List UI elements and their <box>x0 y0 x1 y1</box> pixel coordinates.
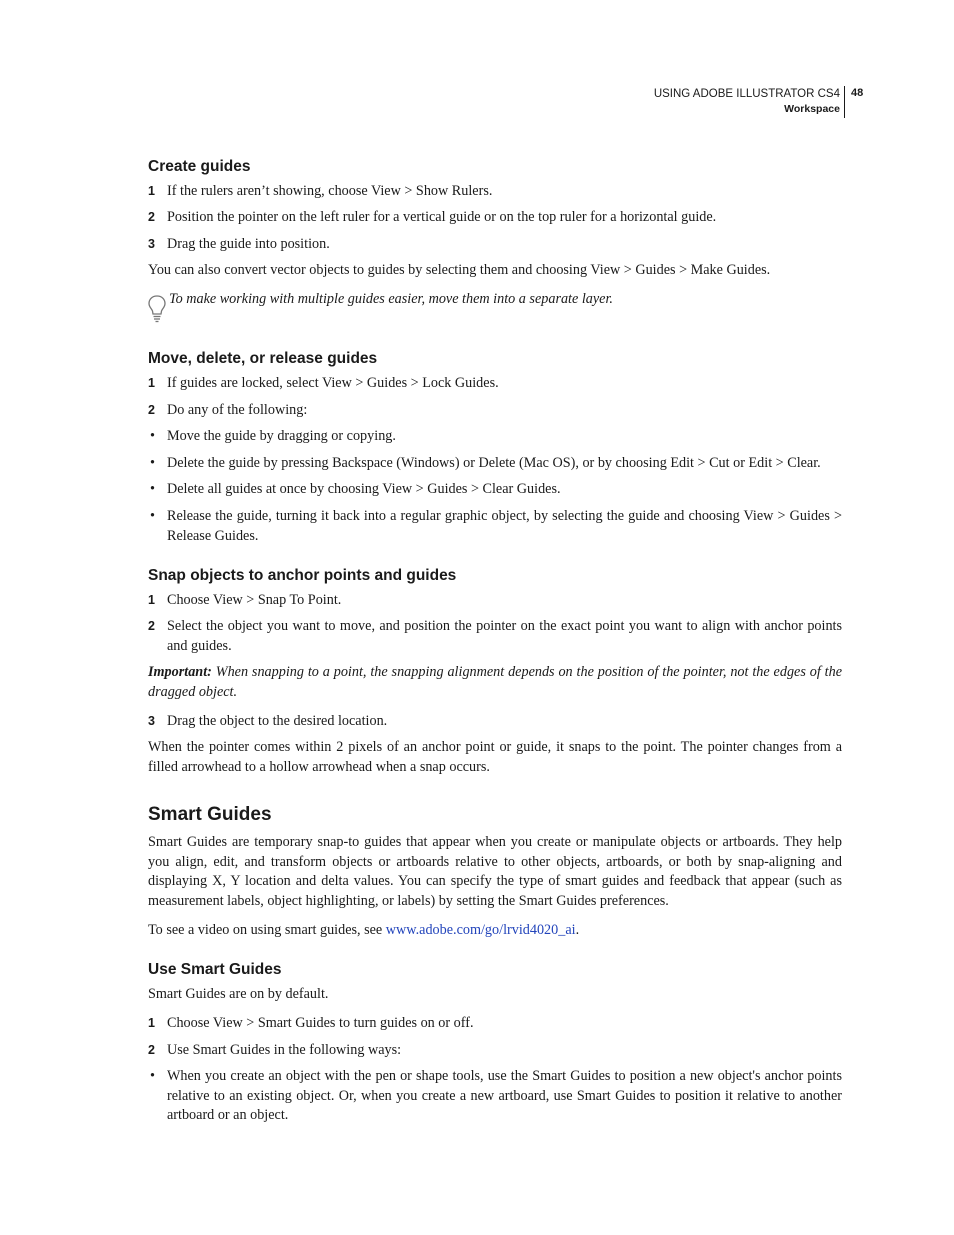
list-item <box>148 617 842 656</box>
bullet-marker: • <box>150 508 155 524</box>
important-label: Important: <box>148 664 212 680</box>
step-number: 1 <box>148 593 155 607</box>
heading-smart-guides: Smart Guides <box>148 804 272 825</box>
step-text: Choose View > Smart Guides to turn guides on or off. <box>167 1015 474 1031</box>
bullet-item <box>148 427 842 447</box>
step-number: 3 <box>148 714 155 728</box>
step-number: 2 <box>148 403 155 417</box>
paragraph-default-on: Smart Guides are on by default. <box>148 986 329 1002</box>
step-text: Do any of the following: <box>167 402 308 418</box>
bullet-text: Delete all guides at once by choosing View > Guides > Clear Guides. <box>167 481 561 497</box>
list-item <box>148 591 842 611</box>
step-number: 1 <box>148 376 155 390</box>
step-text: Choose View > Snap To Point. <box>167 592 342 608</box>
page-number: 48 <box>851 87 864 99</box>
list-item <box>148 235 842 255</box>
list-item <box>148 401 842 421</box>
lightbulb-icon <box>147 294 167 324</box>
video-prefix: To see a video on using smart guides, see <box>148 922 386 938</box>
step-number: 2 <box>148 210 155 224</box>
paragraph-smart-guides-intro: Smart Guides are temporary snap-to guides that appear when you create or manipulate objects or artboards. They help you align, edit, and transform objects or artboards relative to other objects, artboards, or both by snap-aligning and displaying X, Y location and delta values. You can specify the type of smart guides and feedback that appear (such as measurement labels, object highlighting, or labels) by setting the Smart Guides preferences. <box>148 834 842 909</box>
step-number: 3 <box>148 237 155 251</box>
step-number: 1 <box>148 184 155 198</box>
bullet-item <box>148 480 842 500</box>
running-header-title: USING ADOBE ILLUSTRATOR CS4 <box>653 88 840 100</box>
bullet-text: Move the guide by dragging or copying. <box>167 428 396 444</box>
heading-move-guides: Move, delete, or release guides <box>148 350 378 367</box>
list-item <box>148 1014 842 1034</box>
header-divider <box>844 86 845 118</box>
bullet-item <box>148 1067 842 1126</box>
list-item <box>148 712 842 732</box>
heading-create-guides: Create guides <box>148 158 251 175</box>
running-header-section: Workspace <box>784 103 840 115</box>
heading-use-smart-guides: Use Smart Guides <box>148 961 282 978</box>
important-text: When snapping to a point, the snapping alignment depends on the position of the pointer, not the edges of the dragged object. <box>148 664 842 700</box>
bullet-text: When you create an object with the pen or shape tools, use the Smart Guides to position a new object's anchor points relative to an existing object. Or, when you create a new artboard, use Smart Guides to position it relative to another artboard or an object. <box>167 1068 842 1123</box>
paragraph-convert-objects: You can also convert vector objects to guides by selecting them and choosing View > Guides > Make Guides. <box>148 262 771 278</box>
bullet-marker: • <box>150 455 155 471</box>
step-text: If guides are locked, select View > Guides > Lock Guides. <box>167 375 499 391</box>
step-text: If the rulers aren’t showing, choose View > Show Rulers. <box>167 183 493 199</box>
list-item <box>148 182 842 202</box>
bullet-marker: • <box>150 1068 155 1084</box>
paragraph-video <box>148 921 842 941</box>
video-suffix: . <box>575 922 580 938</box>
step-text: Position the pointer on the left ruler for a vertical guide or on the top ruler for a horizontal guide. <box>167 209 717 225</box>
video-link[interactable]: www.adobe.com/go/lrvid4020_ai <box>385 922 576 938</box>
bullet-marker: • <box>150 481 155 497</box>
step-text: Drag the object to the desired location. <box>167 713 388 729</box>
bullet-item <box>148 507 842 546</box>
step-text: Select the object you want to move, and position the pointer on the exact point you want to align with anchor points and guides. <box>167 618 842 654</box>
step-text: Drag the guide into position. <box>167 236 330 252</box>
tip-text: To make working with multiple guides easier, move them into a separate layer. <box>169 291 613 307</box>
heading-snap-objects: Snap objects to anchor points and guides <box>148 567 457 584</box>
important-note <box>148 663 842 702</box>
bullet-text: Delete the guide by pressing Backspace (Windows) or Delete (Mac OS), or by choosing Edit > Cut or Edit > Clear. <box>167 455 821 471</box>
step-text: Use Smart Guides in the following ways: <box>167 1042 402 1058</box>
list-item <box>148 374 842 394</box>
step-number: 2 <box>148 1043 155 1057</box>
bullet-item <box>148 454 842 474</box>
step-number: 1 <box>148 1016 155 1030</box>
step-number: 2 <box>148 619 155 633</box>
list-item <box>148 1041 842 1061</box>
bullet-marker: • <box>150 428 155 444</box>
list-item <box>148 208 842 228</box>
bullet-text: Release the guide, turning it back into a regular graphic object, by selecting the guide and choosing View > Guides > Release Guides. <box>167 508 842 544</box>
paragraph-snap-behavior: When the pointer comes within 2 pixels of an anchor point or guide, it snaps to the point. The pointer changes from a filled arrowhead to a hollow arrowhead when a snap occurs. <box>148 739 842 775</box>
